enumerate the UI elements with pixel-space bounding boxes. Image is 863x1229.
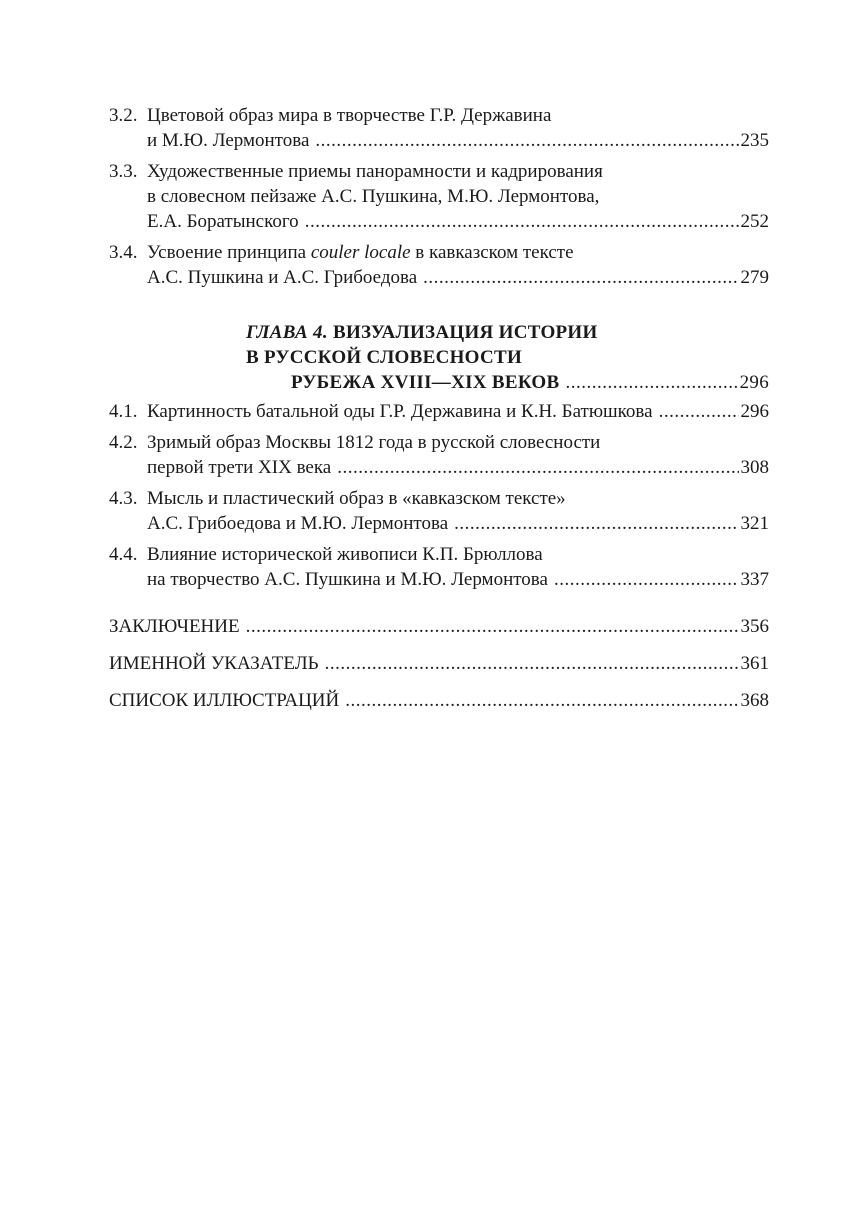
toc-entry-name-index[interactable] [109,651,769,676]
toc-entry-number: 4.1. [109,401,138,422]
dot-leader [345,688,738,713]
toc-entry-number: 4.2. [109,432,138,453]
toc-entry-number: 3.2. [109,105,138,126]
chapter-title-line: В РУССКОЙ СЛОВЕСНОСТИ [246,347,523,368]
toc-entry-title-line: Художественные приемы панорамности и кадрирования [147,161,603,182]
toc-entry-title-line: в словесном пейзаже А.С. Пушкина, М.Ю. Лермонтова, [147,186,600,207]
dot-leader [325,651,739,676]
toc-page-number: 296 [739,372,769,393]
toc-page-number: 321 [740,513,769,534]
toc-entry-title-line: Цветовой образ мира в творчестве Г.Р. Державина [147,105,552,126]
dot-leader [305,209,739,234]
toc-entry-title-line: ЗАКЛЮЧЕНИЕ [109,616,240,637]
toc-entry-4-2[interactable] [109,430,769,480]
table-of-contents [109,103,769,713]
toc-page-number: 337 [740,569,769,590]
toc-entry-title-line: Мысль и пластический образ в «кавказском тексте» [147,488,566,509]
dot-leader [315,128,738,153]
toc-page-number: 296 [740,401,769,422]
toc-entry-title-line: Е.А. Боратынского [147,211,299,232]
toc-entry-3-3[interactable] [109,159,769,234]
chapter-title-line: ВИЗУАЛИЗАЦИЯ ИСТОРИИ [332,322,598,343]
chapter-heading-4[interactable] [109,320,769,395]
toc-entry-number: 4.4. [109,544,138,565]
toc-entry-title-line: первой трети XIX века [147,457,332,478]
toc-entry-4-1[interactable] [109,399,769,424]
dot-leader [337,455,738,480]
toc-entry-title-line: Усвоение принципа couler locale в кавказском тексте [147,242,574,263]
toc-entry-number: 4.3. [109,488,138,509]
toc-entry-illustrations[interactable] [109,688,769,713]
toc-page-number: 308 [740,457,769,478]
dot-leader [554,567,739,592]
toc-entry-title-line: на творчество А.С. Пушкина и М.Ю. Лермонтова [147,569,548,590]
toc-entry-3-2[interactable] [109,103,769,153]
toc-entry-title-line: Влияние исторической живописи К.П. Брюллова [147,544,543,565]
toc-entry-title-line: СПИСОК ИЛЛЮСТРАЦИЙ [109,690,340,711]
toc-entry-number: 3.3. [109,161,138,182]
toc-entry-conclusion[interactable] [109,614,769,639]
toc-entry-4-4[interactable] [109,542,769,592]
toc-entry-number: 3.4. [109,242,138,263]
toc-entry-title-line: А.С. Пушкина и А.С. Грибоедова [147,267,418,288]
toc-entry-title-line: ИМЕННОЙ УКАЗАТЕЛЬ [109,653,319,674]
toc-page-number: 235 [740,130,769,151]
toc-page-number: 356 [740,616,769,637]
toc-page-number: 368 [740,690,769,711]
toc-entry-4-3[interactable] [109,486,769,536]
toc-page-number: 361 [740,653,769,674]
toc-page-number: 279 [740,267,769,288]
chapter-title-line: РУБЕЖА XVIII—XIX ВЕКОВ [291,372,560,393]
dot-leader [246,614,739,639]
toc-page-number: 252 [740,211,769,232]
toc-entry-title-line: Зримый образ Москвы 1812 года в русской словесности [147,432,601,453]
toc-entry-title-line: А.С. Грибоедова и М.Ю. Лермонтова [147,513,449,534]
toc-entry-title-line: Картинность батальной оды Г.Р. Державина и К.Н. Батюшкова [147,401,653,422]
italic-term: couler locale [310,242,411,263]
dot-leader [454,511,738,536]
chapter-label: ГЛАВА 4. [246,322,328,343]
dot-leader [659,399,739,424]
toc-entry-3-4[interactable] [109,240,769,290]
dot-leader [565,370,737,395]
toc-entry-title-line: и М.Ю. Лермонтова [147,130,310,151]
dot-leader [423,265,738,290]
